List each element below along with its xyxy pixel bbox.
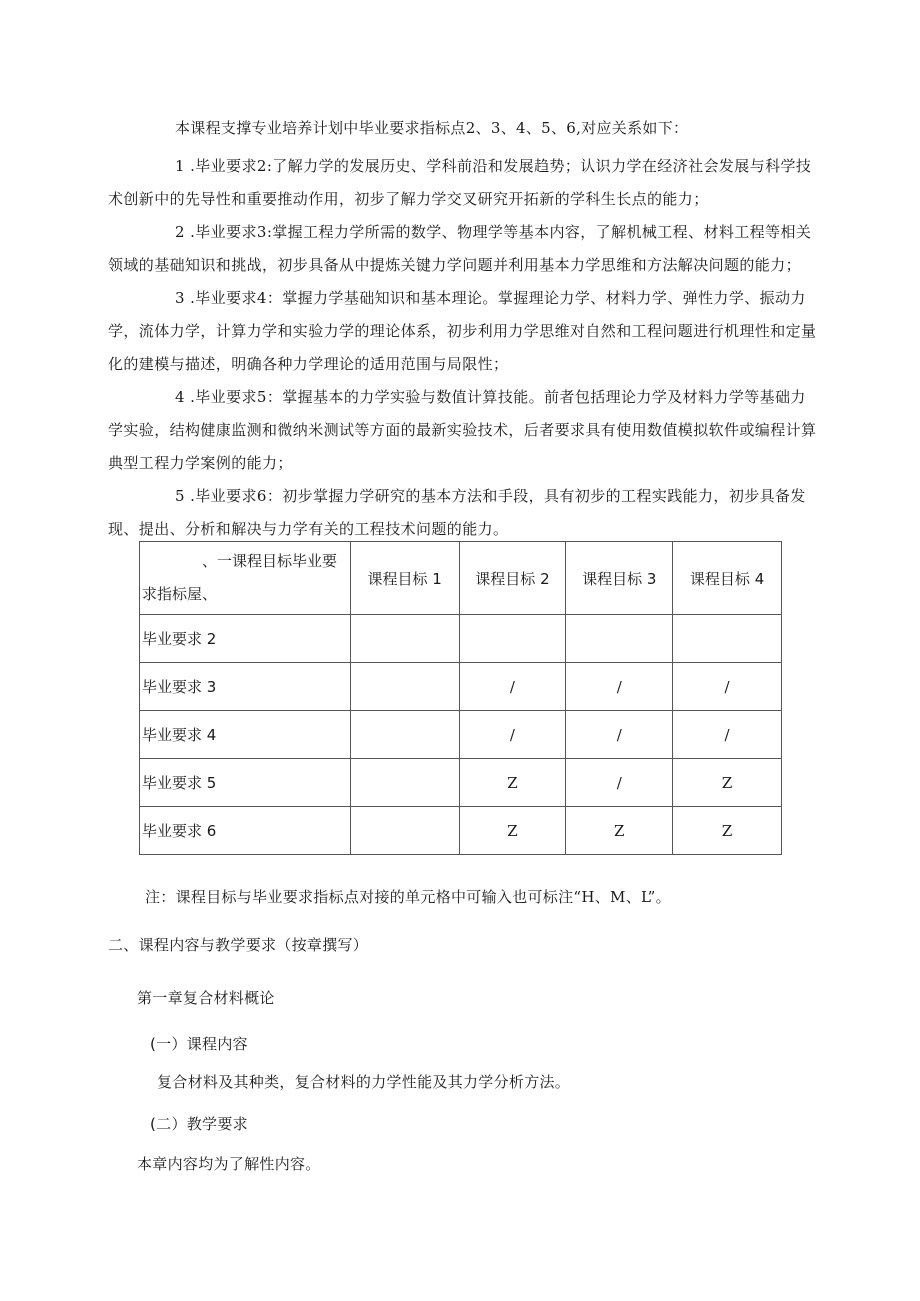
table-cell: Z	[459, 807, 566, 855]
table-cell	[673, 615, 782, 663]
table-cell	[350, 807, 459, 855]
table-cell	[350, 711, 459, 759]
requirement-heading: (二）教学要求	[150, 1115, 248, 1133]
requirement-item: 5 .毕业要求6：初步掌握力学研究的基本方法和手段，具有初步的工程实践能力，初步具备发现、提出、分析和解决与力学有关的工程技术问题的能力。	[108, 487, 806, 538]
table-cell: /	[673, 663, 782, 711]
table-cell	[350, 663, 459, 711]
table-header-row	[140, 542, 782, 615]
row-label: 毕业要求 2	[140, 615, 351, 663]
table-row	[140, 807, 782, 855]
table-cell: Z	[459, 759, 566, 807]
row-label: 毕业要求 5	[140, 759, 351, 807]
chapter-title: 第一章复合材料概论	[137, 989, 275, 1007]
table-cell: /	[459, 711, 566, 759]
requirement-item: 1 .毕业要求2:了解力学的发展历史、学科前沿和发展趋势；认识力学在经济社会发展与科学技术创新中的先导性和重要推动作用，初步了解力学交叉研究开拓新的学科生长点的能力；	[108, 157, 812, 208]
corner-text-1: 、一课程目标毕业要	[202, 552, 338, 570]
column-header: 课程目标 2	[459, 542, 566, 615]
column-header: 课程目标 3	[566, 542, 673, 615]
mapping-table	[139, 541, 782, 855]
section-heading: 二、课程内容与教学要求（按章撰写）	[108, 936, 369, 954]
table-cell	[350, 615, 459, 663]
table-cell: /	[566, 711, 673, 759]
table-cell: Z	[566, 807, 673, 855]
table-cell: /	[673, 711, 782, 759]
requirements-list	[108, 150, 820, 546]
requirement-item: 2 .毕业要求3:掌握工程力学所需的数学、物理学等基本内容，了解机械工程、材料工程等相关领域的基础知识和挑战，初步具备从中提炼关键力学问题并利用基本力学思维和方法解决问题的能力；	[108, 223, 812, 274]
table-row	[140, 663, 782, 711]
table-row	[140, 711, 782, 759]
requirement-item: 4 .毕业要求5：掌握基本的力学实验与数值计算技能。前者包括理论力学及材料力学等基础力学实验，结构健康监测和微纳米测试等方面的最新实验技术，后者要求具有使用数值模拟软件或编程计算典型工程力学案例的能力；	[108, 388, 817, 472]
column-header: 课程目标 4	[673, 542, 782, 615]
intro-paragraph: 本课程支撑专业培养计划中毕业要求指标点2、3、4、5、6,对应关系如下：	[175, 119, 689, 137]
row-label: 毕业要求 3	[140, 663, 351, 711]
requirement-item: 3 .毕业要求4：掌握力学基础知识和基本理论。掌握理论力学、材料力学、弹性力学、振动力学，流体力学，计算力学和实验力学的理论体系，初步利用力学思维对自然和工程问题进行机理性和定量化的建模与描述，明确各种力学理论的适用范围与局限性；	[108, 289, 817, 373]
table-cell: Z	[673, 807, 782, 855]
row-label: 毕业要求 6	[140, 807, 351, 855]
corner-text-2: 求指标屋、	[142, 585, 218, 603]
row-label: 毕业要求 4	[140, 711, 351, 759]
table-cell	[459, 615, 566, 663]
requirement-text: 本章内容均为了解性内容。	[137, 1155, 321, 1173]
table-row	[140, 759, 782, 807]
content-heading: (一）课程内容	[150, 1035, 248, 1053]
table-cell: Z	[673, 759, 782, 807]
table-row	[140, 615, 782, 663]
table-cell	[350, 759, 459, 807]
table-cell: /	[566, 759, 673, 807]
table-cell: /	[459, 663, 566, 711]
table-cell: /	[566, 663, 673, 711]
table-cell	[566, 615, 673, 663]
table-note: 注：课程目标与毕业要求指标点对接的单元格中可输入也可标注“H、M、L”。	[145, 888, 671, 906]
content-text: 复合材料及其种类，复合材料的力学性能及其力学分析方法。	[157, 1073, 571, 1091]
corner-cell	[140, 542, 351, 615]
column-header: 课程目标 1	[350, 542, 459, 615]
